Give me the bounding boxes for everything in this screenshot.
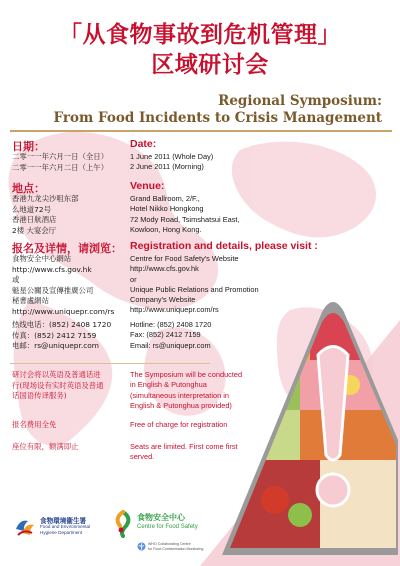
fehd-name-en-line2: Hygiene Department — [40, 530, 83, 535]
seats-lines-en: Seats are limited. First come first served. — [130, 442, 238, 462]
venue-heading-en: Venue: — [130, 180, 165, 192]
fee-zh: 报名费用全免 — [12, 420, 57, 429]
date-lines-en: 1 June 2011 (Whole Day) 2 June 2011 (Morning) — [130, 152, 214, 172]
uniquepr-link-en[interactable]: http://www.uniquepr.com/rs — [130, 305, 219, 315]
email-link-en[interactable]: Email: rs@uniquepr.com — [130, 340, 211, 350]
who-emblem-icon — [137, 542, 146, 551]
title-zh-line2: 区域研讨会 — [151, 52, 269, 78]
fee-en: Free of charge for registration — [130, 420, 228, 429]
contact-lines-en: Hotline: (852) 2408 1720 Fax: (852) 2412 7159 Email: rs@uniquepr.com — [130, 320, 212, 350]
cfs-name-zh: 食物安全中心 — [137, 513, 185, 522]
language-lines-zh: 研讨会将以英语及普通话进 行(现场设有实时英语及普通 话国语传译服务) — [12, 370, 104, 400]
title-en-line1: Regional Symposium: — [218, 93, 382, 109]
language-lines-en: The Symposium will be conducted in English & Putonghua (simultaneous interpretation in English & Putonghua provided) — [130, 370, 243, 410]
venue-lines-zh: 香港九龙尖沙咀东部 么地道72号 香港日航酒店 2楼 大宴会厅 — [12, 194, 79, 235]
who-caption-line2: for Food Contamination Monitoring — [148, 547, 204, 551]
cfs-name-en: Centre for Food Safety — [137, 524, 198, 530]
uniquepr-link-zh[interactable]: http://www.uniquepr.com/rs — [12, 306, 115, 316]
date-heading-zh: 日期： — [12, 140, 45, 153]
who-caption-line1: WHO Collaborating Centre — [148, 542, 191, 546]
venue-lines-en: Grand Ballroom, 2/F., Hotel Nikko Hongkong 72 Mody Road, Tsimshatsui East, Kowloon, Hong Kong. — [130, 194, 240, 234]
seats-zh: 座位有限，额满即止 — [12, 442, 79, 451]
cfs-link-zh[interactable]: http://www.cfs.gov.hk — [12, 264, 92, 274]
cfs-logo-icon — [112, 510, 134, 538]
registration-lines-zh: 食物安全中心網站 http://www.cfs.gov.hk 或 魁星公關及宣傳推廣公司 秘書處網站 http://www.uniquepr.com/rs — [12, 254, 115, 316]
date-lines-zh: 二零一一年六月一日（全日） 二零一一年六月二日（上午） — [12, 152, 109, 172]
fehd-name-zh: 食物環境衞生署 — [40, 517, 87, 525]
title-zh-line1: 「从食物事故到危机管理」 — [59, 22, 341, 48]
contact-lines-zh: 热线电话：(852) 2408 1720 传真：(852) 2412 7159 电邮：rs@uniquepr.com — [12, 320, 112, 350]
title-en-line2: From Food Incidents to Crisis Management — [53, 110, 382, 126]
registration-heading-en: Registration and details, please visit : — [130, 240, 318, 252]
venue-heading-zh: 地点： — [12, 182, 45, 195]
cfs-link-en[interactable]: http://www.cfs.gov.hk — [130, 264, 199, 274]
registration-heading-zh: 报名及详情，请浏览： — [12, 242, 122, 255]
fehd-logo-icon — [14, 515, 36, 537]
email-link-zh[interactable]: 电邮：rs@uniquepr.com — [12, 341, 99, 350]
fehd-name-en-line1: Food and Environmental — [40, 524, 91, 529]
date-heading-en: Date: — [130, 138, 157, 150]
registration-lines-en: Centre for Food Safety's Website http://www.cfs.gov.hk or Unique Public Relations and Promotion Company's Website http://www.uniquepr.com/rs — [130, 254, 259, 315]
